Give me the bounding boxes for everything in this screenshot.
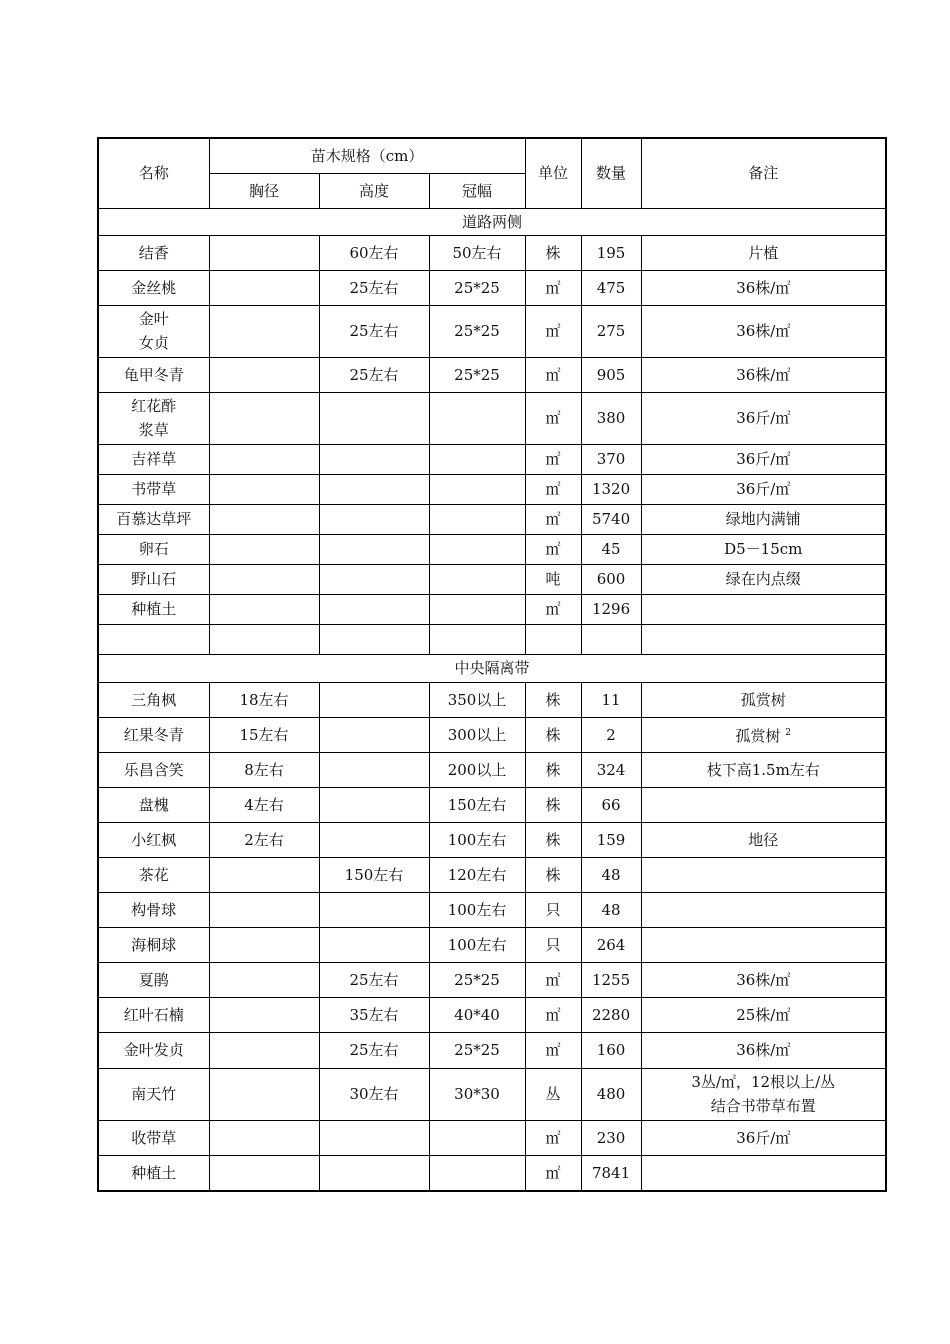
cell-name: 红叶石楠 [98,997,209,1032]
header-height: 高度 [319,173,429,208]
cell-qty: 7841 [581,1155,641,1191]
table-row [98,962,886,997]
cell-unit [525,624,581,654]
table-row [98,752,886,787]
cell-dbh [209,594,319,624]
cell-dbh [209,997,319,1032]
cell-name: 红果冬青 [98,717,209,752]
header-spec: 苗木规格（cm） [209,138,525,173]
cell-crown: 100左右 [429,927,525,962]
cell-dbh [209,305,319,357]
section-header-row [98,208,886,235]
cell-name: 三角枫 [98,682,209,717]
cell-dbh [209,1068,319,1120]
cell-height [319,787,429,822]
cell-name: 盘槐 [98,787,209,822]
table-row [98,235,886,270]
cell-dbh [209,857,319,892]
cell-unit: 株 [525,787,581,822]
cell-name: 龟甲冬青 [98,357,209,392]
table-row [98,682,886,717]
cell-note: D5－15cm [641,534,886,564]
cell-note: 孤赏树 [641,682,886,717]
table-row [98,892,886,927]
cell-unit: ㎡ [525,1120,581,1155]
cell-unit: ㎡ [525,1032,581,1068]
cell-qty: 11 [581,682,641,717]
cell-crown [429,564,525,594]
cell-height: 25左右 [319,305,429,357]
cell-qty: 230 [581,1120,641,1155]
cell-unit: ㎡ [525,997,581,1032]
table-row [98,534,886,564]
cell-unit: 株 [525,857,581,892]
cell-unit: ㎡ [525,392,581,444]
cell-name: 南天竹 [98,1068,209,1120]
cell-note: 36株/㎡ [641,962,886,997]
cell-note: 枝下高1.5m左右 [641,752,886,787]
cell-qty: 160 [581,1032,641,1068]
cell-unit: 株 [525,682,581,717]
cell-qty: 159 [581,822,641,857]
cell-unit: ㎡ [525,474,581,504]
cell-height [319,1155,429,1191]
cell-name: 海桐球 [98,927,209,962]
cell-dbh [209,392,319,444]
nursery-stock-table [97,137,887,1192]
cell-name: 吉祥草 [98,444,209,474]
table-row [98,594,886,624]
cell-name [98,624,209,654]
cell-name: 收带草 [98,1120,209,1155]
cell-unit: ㎡ [525,270,581,305]
cell-dbh [209,962,319,997]
section-title: 中央隔离带 [98,654,886,682]
cell-name: 书带草 [98,474,209,504]
cell-unit: 株 [525,752,581,787]
cell-unit: 株 [525,822,581,857]
cell-height [319,392,429,444]
cell-crown: 300以上 [429,717,525,752]
cell-note: 36斤/㎡ [641,392,886,444]
cell-qty: 2280 [581,997,641,1032]
cell-dbh [209,564,319,594]
table-row [98,504,886,534]
cell-dbh [209,624,319,654]
cell-crown: 25*25 [429,357,525,392]
cell-qty: 5740 [581,504,641,534]
cell-note [641,892,886,927]
cell-note: 36株/㎡ [641,357,886,392]
cell-height [319,474,429,504]
cell-height [319,444,429,474]
table-row [98,927,886,962]
cell-crown: 350以上 [429,682,525,717]
cell-height [319,822,429,857]
cell-qty: 48 [581,857,641,892]
cell-crown: 120左右 [429,857,525,892]
cell-crown [429,474,525,504]
cell-crown: 100左右 [429,822,525,857]
cell-unit: ㎡ [525,1155,581,1191]
cell-name: 种植土 [98,1155,209,1191]
cell-note: 36斤/㎡ [641,444,886,474]
cell-name: 小红枫 [98,822,209,857]
cell-height [319,504,429,534]
cell-unit: 丛 [525,1068,581,1120]
header-note: 备注 [641,138,886,208]
cell-crown [429,504,525,534]
cell-qty: 905 [581,357,641,392]
cell-note: 绿地内满铺 [641,504,886,534]
cell-qty: 480 [581,1068,641,1120]
cell-name: 红花酢 浆草 [98,392,209,444]
cell-qty: 2 [581,717,641,752]
cell-dbh: 18左右 [209,682,319,717]
cell-note: 36株/㎡ [641,1032,886,1068]
cell-note [641,857,886,892]
table-row [98,305,886,357]
table-row [98,444,886,474]
table-row [98,392,886,444]
cell-crown: 25*25 [429,962,525,997]
cell-crown: 100左右 [429,892,525,927]
cell-dbh: 15左右 [209,717,319,752]
cell-unit: ㎡ [525,444,581,474]
cell-name: 金叶 女贞 [98,305,209,357]
cell-crown [429,444,525,474]
cell-unit: 只 [525,892,581,927]
cell-note: 片植 [641,235,886,270]
cell-height [319,1120,429,1155]
note-superscript: 2 [785,728,792,738]
cell-note [641,1155,886,1191]
section-header-row [98,654,886,682]
header-unit: 单位 [525,138,581,208]
cell-crown: 150左右 [429,787,525,822]
table-row [98,857,886,892]
cell-dbh: 8左右 [209,752,319,787]
cell-name: 夏鹃 [98,962,209,997]
cell-dbh [209,357,319,392]
cell-dbh [209,474,319,504]
table-row [98,997,886,1032]
section-title: 道路两侧 [98,208,886,235]
cell-unit: ㎡ [525,357,581,392]
cell-qty: 48 [581,892,641,927]
cell-unit: ㎡ [525,594,581,624]
cell-name: 金丝桃 [98,270,209,305]
cell-height: 150左右 [319,857,429,892]
cell-height: 25左右 [319,357,429,392]
table-row [98,822,886,857]
table-row [98,1068,886,1120]
cell-note: 36株/㎡ [641,305,886,357]
cell-height: 25左右 [319,270,429,305]
cell-note: 绿在内点缀 [641,564,886,594]
cell-dbh [209,504,319,534]
table-row [98,1032,886,1068]
table-row [98,357,886,392]
cell-crown: 40*40 [429,997,525,1032]
cell-qty [581,624,641,654]
table-row [98,564,886,594]
cell-height [319,594,429,624]
cell-crown [429,624,525,654]
cell-qty: 1296 [581,594,641,624]
cell-qty: 1255 [581,962,641,997]
cell-note: 36斤/㎡ [641,1120,886,1155]
cell-height [319,682,429,717]
table-row [98,624,886,654]
cell-note: 36斤/㎡ [641,474,886,504]
cell-height [319,752,429,787]
cell-qty: 66 [581,787,641,822]
cell-height: 25左右 [319,962,429,997]
cell-height: 35左右 [319,997,429,1032]
cell-name: 种植土 [98,594,209,624]
cell-height [319,892,429,927]
table-row [98,1155,886,1191]
cell-crown: 25*25 [429,305,525,357]
cell-unit: ㎡ [525,305,581,357]
cell-crown [429,594,525,624]
cell-dbh [209,892,319,927]
cell-name: 百慕达草坪 [98,504,209,534]
cell-note: 孤赏树 $^2$ [641,717,886,752]
table-row [98,787,886,822]
cell-note [641,624,886,654]
cell-crown: 25*25 [429,1032,525,1068]
cell-qty: 370 [581,444,641,474]
table-row [98,270,886,305]
cell-note: 地径 [641,822,886,857]
table-row [98,474,886,504]
cell-note [641,594,886,624]
cell-unit: 株 [525,717,581,752]
table-row [98,717,886,752]
cell-unit: 只 [525,927,581,962]
cell-crown: 25*25 [429,270,525,305]
header-qty: 数量 [581,138,641,208]
cell-crown [429,1155,525,1191]
cell-unit: ㎡ [525,504,581,534]
cell-dbh [209,1155,319,1191]
cell-qty: 380 [581,392,641,444]
cell-note: 25株/㎡ [641,997,886,1032]
cell-qty: 600 [581,564,641,594]
cell-name: 野山石 [98,564,209,594]
cell-dbh [209,927,319,962]
cell-dbh: 2左右 [209,822,319,857]
cell-name: 结香 [98,235,209,270]
cell-dbh [209,534,319,564]
cell-height [319,624,429,654]
cell-height: 25左右 [319,1032,429,1068]
cell-crown: 30*30 [429,1068,525,1120]
table-row [98,1120,886,1155]
cell-dbh [209,444,319,474]
cell-qty: 45 [581,534,641,564]
cell-crown [429,534,525,564]
cell-unit: ㎡ [525,534,581,564]
header-name: 名称 [98,138,209,208]
cell-qty: 475 [581,270,641,305]
cell-crown: 200以上 [429,752,525,787]
cell-height: 30左右 [319,1068,429,1120]
cell-height [319,927,429,962]
cell-note [641,927,886,962]
cell-note [641,787,886,822]
cell-note: 36株/㎡ [641,270,886,305]
header-crown: 冠幅 [429,173,525,208]
cell-qty: 1320 [581,474,641,504]
cell-qty: 264 [581,927,641,962]
cell-name: 茶花 [98,857,209,892]
cell-name: 乐昌含笑 [98,752,209,787]
cell-name: 卵石 [98,534,209,564]
cell-height [319,717,429,752]
cell-dbh [209,235,319,270]
header-dbh: 胸径 [209,173,319,208]
cell-qty: 195 [581,235,641,270]
cell-crown [429,1120,525,1155]
cell-unit: ㎡ [525,962,581,997]
cell-height [319,564,429,594]
cell-crown: 50左右 [429,235,525,270]
cell-qty: 275 [581,305,641,357]
cell-dbh [209,1120,319,1155]
cell-height [319,534,429,564]
cell-dbh [209,1032,319,1068]
cell-name: 构骨球 [98,892,209,927]
cell-qty: 324 [581,752,641,787]
cell-dbh: 4左右 [209,787,319,822]
cell-name: 金叶发贞 [98,1032,209,1068]
cell-unit: 吨 [525,564,581,594]
cell-crown [429,392,525,444]
cell-unit: 株 [525,235,581,270]
cell-dbh [209,270,319,305]
cell-height: 60左右 [319,235,429,270]
cell-note: 3丛/㎡，12根以上/丛 结合书带草布置 [641,1068,886,1120]
